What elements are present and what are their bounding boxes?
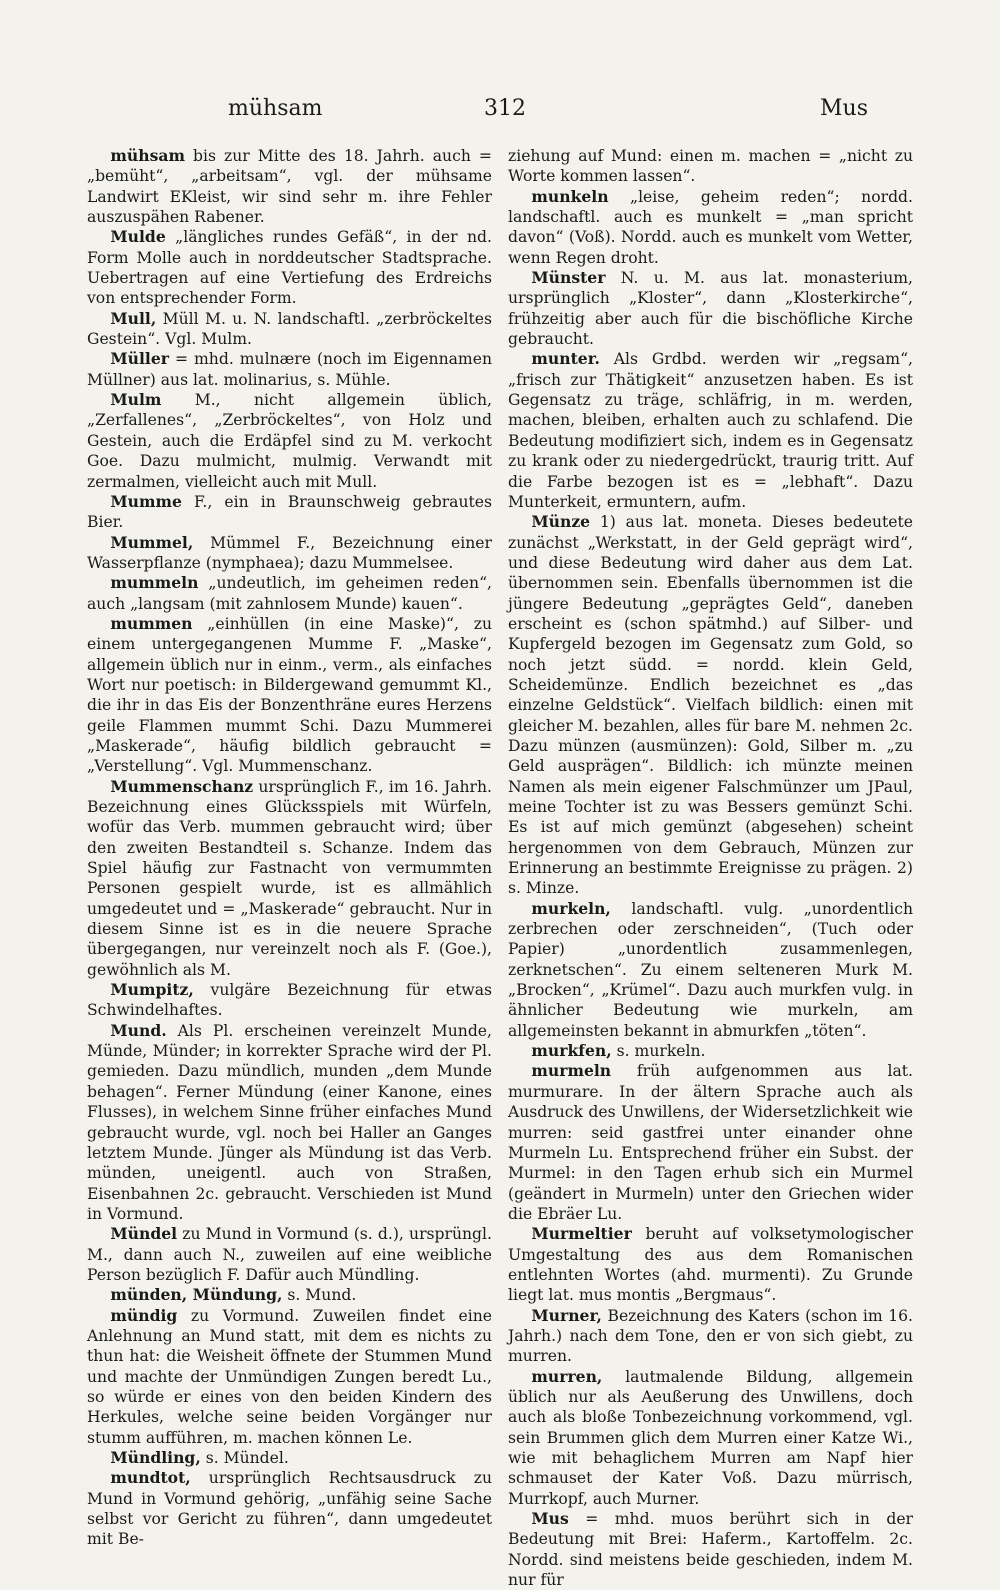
- entry-text: s. Mündel.: [200, 1449, 289, 1467]
- dictionary-entry: [508, 1306, 913, 1367]
- entry-text: bis zur Mitte des 18. Jahrh. auch = „bemüht“, „arbeitsam“, vgl. der mühsame Landwirt EKleist, wir sind sehr m. ihre Fehler auszuspähen Rabener.: [87, 147, 492, 227]
- entry-text: früh aufgenommen aus lat. murmurare. In der ältern Sprache auch als Ausdruck des Unwillens, der Widersetzlichkeit wie murren: seid gastfrei unter einander ohne Murmeln Lu. Entsprechend früher ein Subst. der Murmel: in den Tagen erhub sich ein Murmel (geändert in Murmeln) unter den Griechen wider die Ebräer Lu.: [508, 1062, 913, 1223]
- entry-headword: Mumme: [110, 491, 182, 511]
- dictionary-entry: [508, 349, 913, 512]
- dictionary-entry: [87, 349, 492, 390]
- entry-text: Bezeichnung des Katers (schon im 16. Jahrh.) nach dem Tone, den er von sich giebt, zu murren.: [508, 1306, 913, 1366]
- dictionary-entry: [87, 146, 492, 227]
- entry-text: Als Pl. erscheinen vereinzelt Munde, Münde, Münder; in korrekter Sprache wird der Pl. gemieden. Dazu mündlich, munden „dem Munde behagen“. Ferner Mündung (einer Kanone, eines Flusses), in welchem Sinne früher einfaches Mund gebraucht wurde, vgl. noch bei Haller an Ganges letztem Munde. Jünger als Mündung ist das Verb. münden, uneigentl. auch von Straßen, Eisenbahnen 2c. gebraucht. Verschieden ist Mund in Vormund.: [87, 1021, 492, 1223]
- entry-headword: Mummel,: [110, 532, 194, 552]
- dictionary-entry: [508, 1509, 913, 1590]
- entry-headword: Mull,: [110, 308, 157, 328]
- entry-headword: murkeln,: [531, 898, 611, 918]
- entry-text: Als Grdbd. werden wir „regsam“, „frisch zur Thätigkeit“ anzusetzen haben. Es ist Gegensatz zu träge, schläfrig, in m. werden, machen, bleiben, erhalten auch zu schlafend. Die Bedeutung modifiziert sich, indem es in Gegensatz zu krank oder zu niedergedrückt, traurig tritt. Auf die Farbe bezogen ist es = „lebhaft“. Dazu Munterkeit, ermuntern, aufm.: [508, 350, 913, 511]
- entry-headword: mühsam: [110, 146, 185, 165]
- dictionary-entry: [508, 1367, 913, 1509]
- dictionary-entry: [508, 1041, 913, 1061]
- dictionary-entry: [87, 1224, 492, 1285]
- right-column: [508, 146, 913, 1590]
- dictionary-entry: [87, 1448, 492, 1468]
- dictionary-entry: [87, 390, 492, 492]
- entry-headword: Mus: [531, 1509, 569, 1529]
- entry-text: s. murkeln.: [611, 1042, 706, 1061]
- entry-headword: murmeln: [531, 1061, 612, 1081]
- entry-text: landschaftl. vulg. „unordentlich zerbrechen oder zerschneiden“, (Tuch oder Papier) „unordentlich zusammenlegen, zerknetschen“. Zu einem selteneren Murk M. „Brocken“, „Krümel“. Dazu auch murkfen vulg. in ähnlicher Bedeutung wie murkeln, am allgemeinsten bekannt in abmurkfen „töten“.: [508, 899, 913, 1040]
- dictionary-entry: [508, 1224, 913, 1305]
- entry-headword: mundtot,: [110, 1468, 191, 1488]
- entry-headword: Müller: [110, 349, 169, 369]
- dictionary-entry: [87, 573, 492, 614]
- page-number: 312: [484, 96, 526, 121]
- dictionary-entry: [87, 492, 492, 533]
- entry-text: Müll M. u. N. landschaftl. „zerbröckeltes Gestein“. Vgl. Mulm.: [87, 309, 492, 349]
- entry-text: zu Mund in Vormund (s. d.), ursprüngl. M., dann auch N., zuweilen auf eine weibliche Person bezüglich F. Dafür auch Mündling.: [87, 1225, 492, 1284]
- left-column: [87, 146, 492, 1549]
- entry-headword: murkfen,: [531, 1041, 612, 1061]
- entry-headword: mummen: [110, 613, 193, 633]
- entry-headword: Mumpitz,: [110, 980, 194, 1000]
- entry-headword: Mündel: [110, 1224, 178, 1244]
- entry-text: „einhüllen (in eine Maske)“, zu einem untergegangenen Mumme F. „Maske“, allgemein üblich nur in einm., verm., als einfaches Wort nur poetisch: in Bildergewand gemummt Kl., die ihr in das Eis der Bonzenthräne eures Herzens geile Flammen mummt Schi. Dazu Mummerei „Maskerade“, häufig bildlich gebraucht = „Verstellung“. Vgl. Mummenschanz.: [87, 614, 492, 776]
- dictionary-entry: [87, 1021, 492, 1224]
- entry-text: N. u. M. aus lat. monasterium, ursprünglich „Kloster“, dann „Klosterkirche“, frühzeitig aber auch für die bischöfliche Kirche gebraucht.: [508, 269, 913, 349]
- entry-headword: Münster: [531, 268, 606, 288]
- running-head-right: Mus: [820, 96, 868, 121]
- entry-text: „längliches rundes Gefäß“, in der nd. Form Molle auch in norddeutscher Stadtsprache. Uebertragen auf eine Vertiefung des Erdreichs von entsprechender Form.: [87, 228, 492, 308]
- entry-headword: Murmeltier: [531, 1224, 632, 1244]
- entry-text: vulgäre Bezeichnung für etwas Schwindelhaftes.: [87, 981, 492, 1020]
- entry-text: s. Mund.: [282, 1286, 357, 1305]
- entry-text: lautmalende Bildung, allgemein üblich nur als Aeußerung des Unwillens, doch auch als bloße Tonbezeichnung vorkommend, vgl. sein Brummen glich dem Murren einer Katze Wi., wie mit behaglichem Murren am Napf hier schmauset der Kater Voß. Dazu mürrisch, Murrkopf, auch Murner.: [508, 1367, 913, 1508]
- entry-text: zu Vormund. Zuweilen findet eine Anlehnung an Mund statt, mit dem es nichts zu thun hat: die Weisheit öffnete der Stummen Mund und machte der Unmündigen Zungen beredt Lu., so würde er eines von den beiden Kindern des Herkules, welche seine beiden Vorgänger nur stumm aufführen, m. machen können Le.: [87, 1306, 492, 1447]
- running-head-left: mühsam: [228, 96, 323, 121]
- entry-headword: Mulde: [110, 227, 166, 247]
- dictionary-entry: [87, 1306, 492, 1448]
- entry-headword: munkeln: [531, 186, 609, 206]
- dictionary-entry: [508, 1061, 913, 1224]
- entry-headword: Murner,: [531, 1305, 602, 1325]
- page-header: [100, 96, 910, 130]
- entry-text: ziehung auf Mund: einen m. machen = „nicht zu Worte kommen lassen“.: [508, 147, 913, 186]
- dictionary-entry: [508, 187, 913, 268]
- entry-text: ursprünglich F., im 16. Jahrh. Bezeichnung eines Glücksspiels mit Würfeln, wofür das Verb. mummen gebraucht wird; über den zweiten Bestandteil s. Schanze. Indem das Spiel häufig zur Fastnacht von vermummten Personen gespielt wurde, ist es allmählich umgedeutet und = „Maskerade“ gebraucht. Nur in diesem Sinne ist es in die neuere Sprache übergegangen, nur vereinzelt noch als F. (Goe.), gewöhnlich als M.: [87, 777, 492, 979]
- entry-headword: murren,: [531, 1366, 603, 1386]
- entry-headword: mündig: [110, 1305, 178, 1325]
- entry-text: = mhd. mulnære (noch im Eigennamen Müllner) aus lat. molinarius, s. Mühle.: [87, 350, 492, 389]
- entry-text: „leise, geheim reden“; nordd. landschaftl. auch es munkelt = „man spricht davon“ (Voß). Nordd. auch es munkelt vom Wetter, wenn Regen droht.: [508, 187, 913, 267]
- entry-headword: Mummenschanz: [110, 776, 254, 796]
- entry-headword: Mund.: [110, 1020, 167, 1040]
- dictionary-entry: [87, 227, 492, 308]
- entry-headword: Mündling,: [110, 1448, 201, 1467]
- dictionary-entry: [508, 512, 913, 899]
- dictionary-entry: [508, 899, 913, 1041]
- dictionary-entry: [87, 1468, 492, 1549]
- dictionary-entry: [87, 777, 492, 980]
- entry-headword: münden, Mündung,: [110, 1285, 283, 1305]
- dictionary-entry: [87, 614, 492, 777]
- entry-headword: Mulm: [110, 390, 162, 410]
- dictionary-entry: [87, 533, 492, 574]
- entry-text: beruht auf volksetymologischer Umgestaltung des aus dem Romanischen entlehnten Wortes (ahd. murmenti). Zu Grunde liegt lat. mus montis „Bergmaus“.: [508, 1225, 913, 1305]
- dictionary-entry: [508, 268, 913, 349]
- entry-text: = mhd. muos berührt sich in der Bedeutung mit Brei: Haferm., Kartoffelm. 2c. Nordd. sind meistens beide geschieden, indem M. nur für: [508, 1510, 913, 1590]
- dictionary-entry: [508, 146, 913, 187]
- entry-headword: mummeln: [110, 573, 199, 593]
- entry-headword: Münze: [531, 512, 591, 532]
- dictionary-entry: [87, 1285, 492, 1305]
- dictionary-entry: [87, 309, 492, 350]
- entry-text: „undeutlich, im geheimen reden“, auch „langsam (mit zahnlosem Munde) kauen“.: [87, 574, 492, 613]
- dictionary-entry: [87, 980, 492, 1021]
- entry-text: ursprünglich Rechtsausdruck zu Mund in Vormund gehörig, „unfähig seine Sache selbst vor Gericht zu führen“, dann umgedeutet mit Be-: [87, 1469, 492, 1549]
- entry-text: Mümmel F., Bezeichnung einer Wasserpflanze (nymphaea); dazu Mummelsee.: [87, 533, 492, 572]
- entry-text: M., nicht allgemein üblich, „Zerfallenes“, „Zerbröckeltes“, von Holz und Gestein, auch die Erdäpfel sind zu M. verkocht Goe. Dazu mulmicht, mulmig. Verwandt mit zermalmen, vielleicht auch mit Mull.: [87, 391, 492, 491]
- entry-text: F., ein in Braunschweig gebrautes Bier.: [87, 492, 492, 532]
- entry-headword: munter.: [531, 349, 600, 369]
- entry-text: 1) aus lat. moneta. Dieses bedeutete zunächst „Werkstatt, in der Geld geprägt wird“, und diese Bedeutung wird daher aus dem Lat. übernommen sein. Ebenfalls übernommen ist die jüngere Bedeutung „geprägtes Geld“, daneben erscheint es (schon spätmhd.) auf Silber- und Kupfergeld bezogen im Gegensatz zum Gold, so noch jetzt südd. = nordd. klein Geld, Scheidemünze. Endlich bezeichnet es „das einzelne Geldstück“. Vielfach bildlich: einen mit gleicher M. bezahlen, alles für bare M. nehmen 2c. Dazu münzen (ausmünzen): Gold, Silber m. „zu Geld ausprägen“. Bildlich: ich münzte meinen Namen als mein eigener Falschmünzer um JPaul, meine Tochter ist zu was Bessers gemünzt Schi. Es ist auf mich gemünzt (abgesehen) scheint hergenommen von dem Gebrauch, Münzen zur Erinnerung an bestimmte Ereignisse zu prägen. 2) s. Minze.: [508, 513, 913, 898]
